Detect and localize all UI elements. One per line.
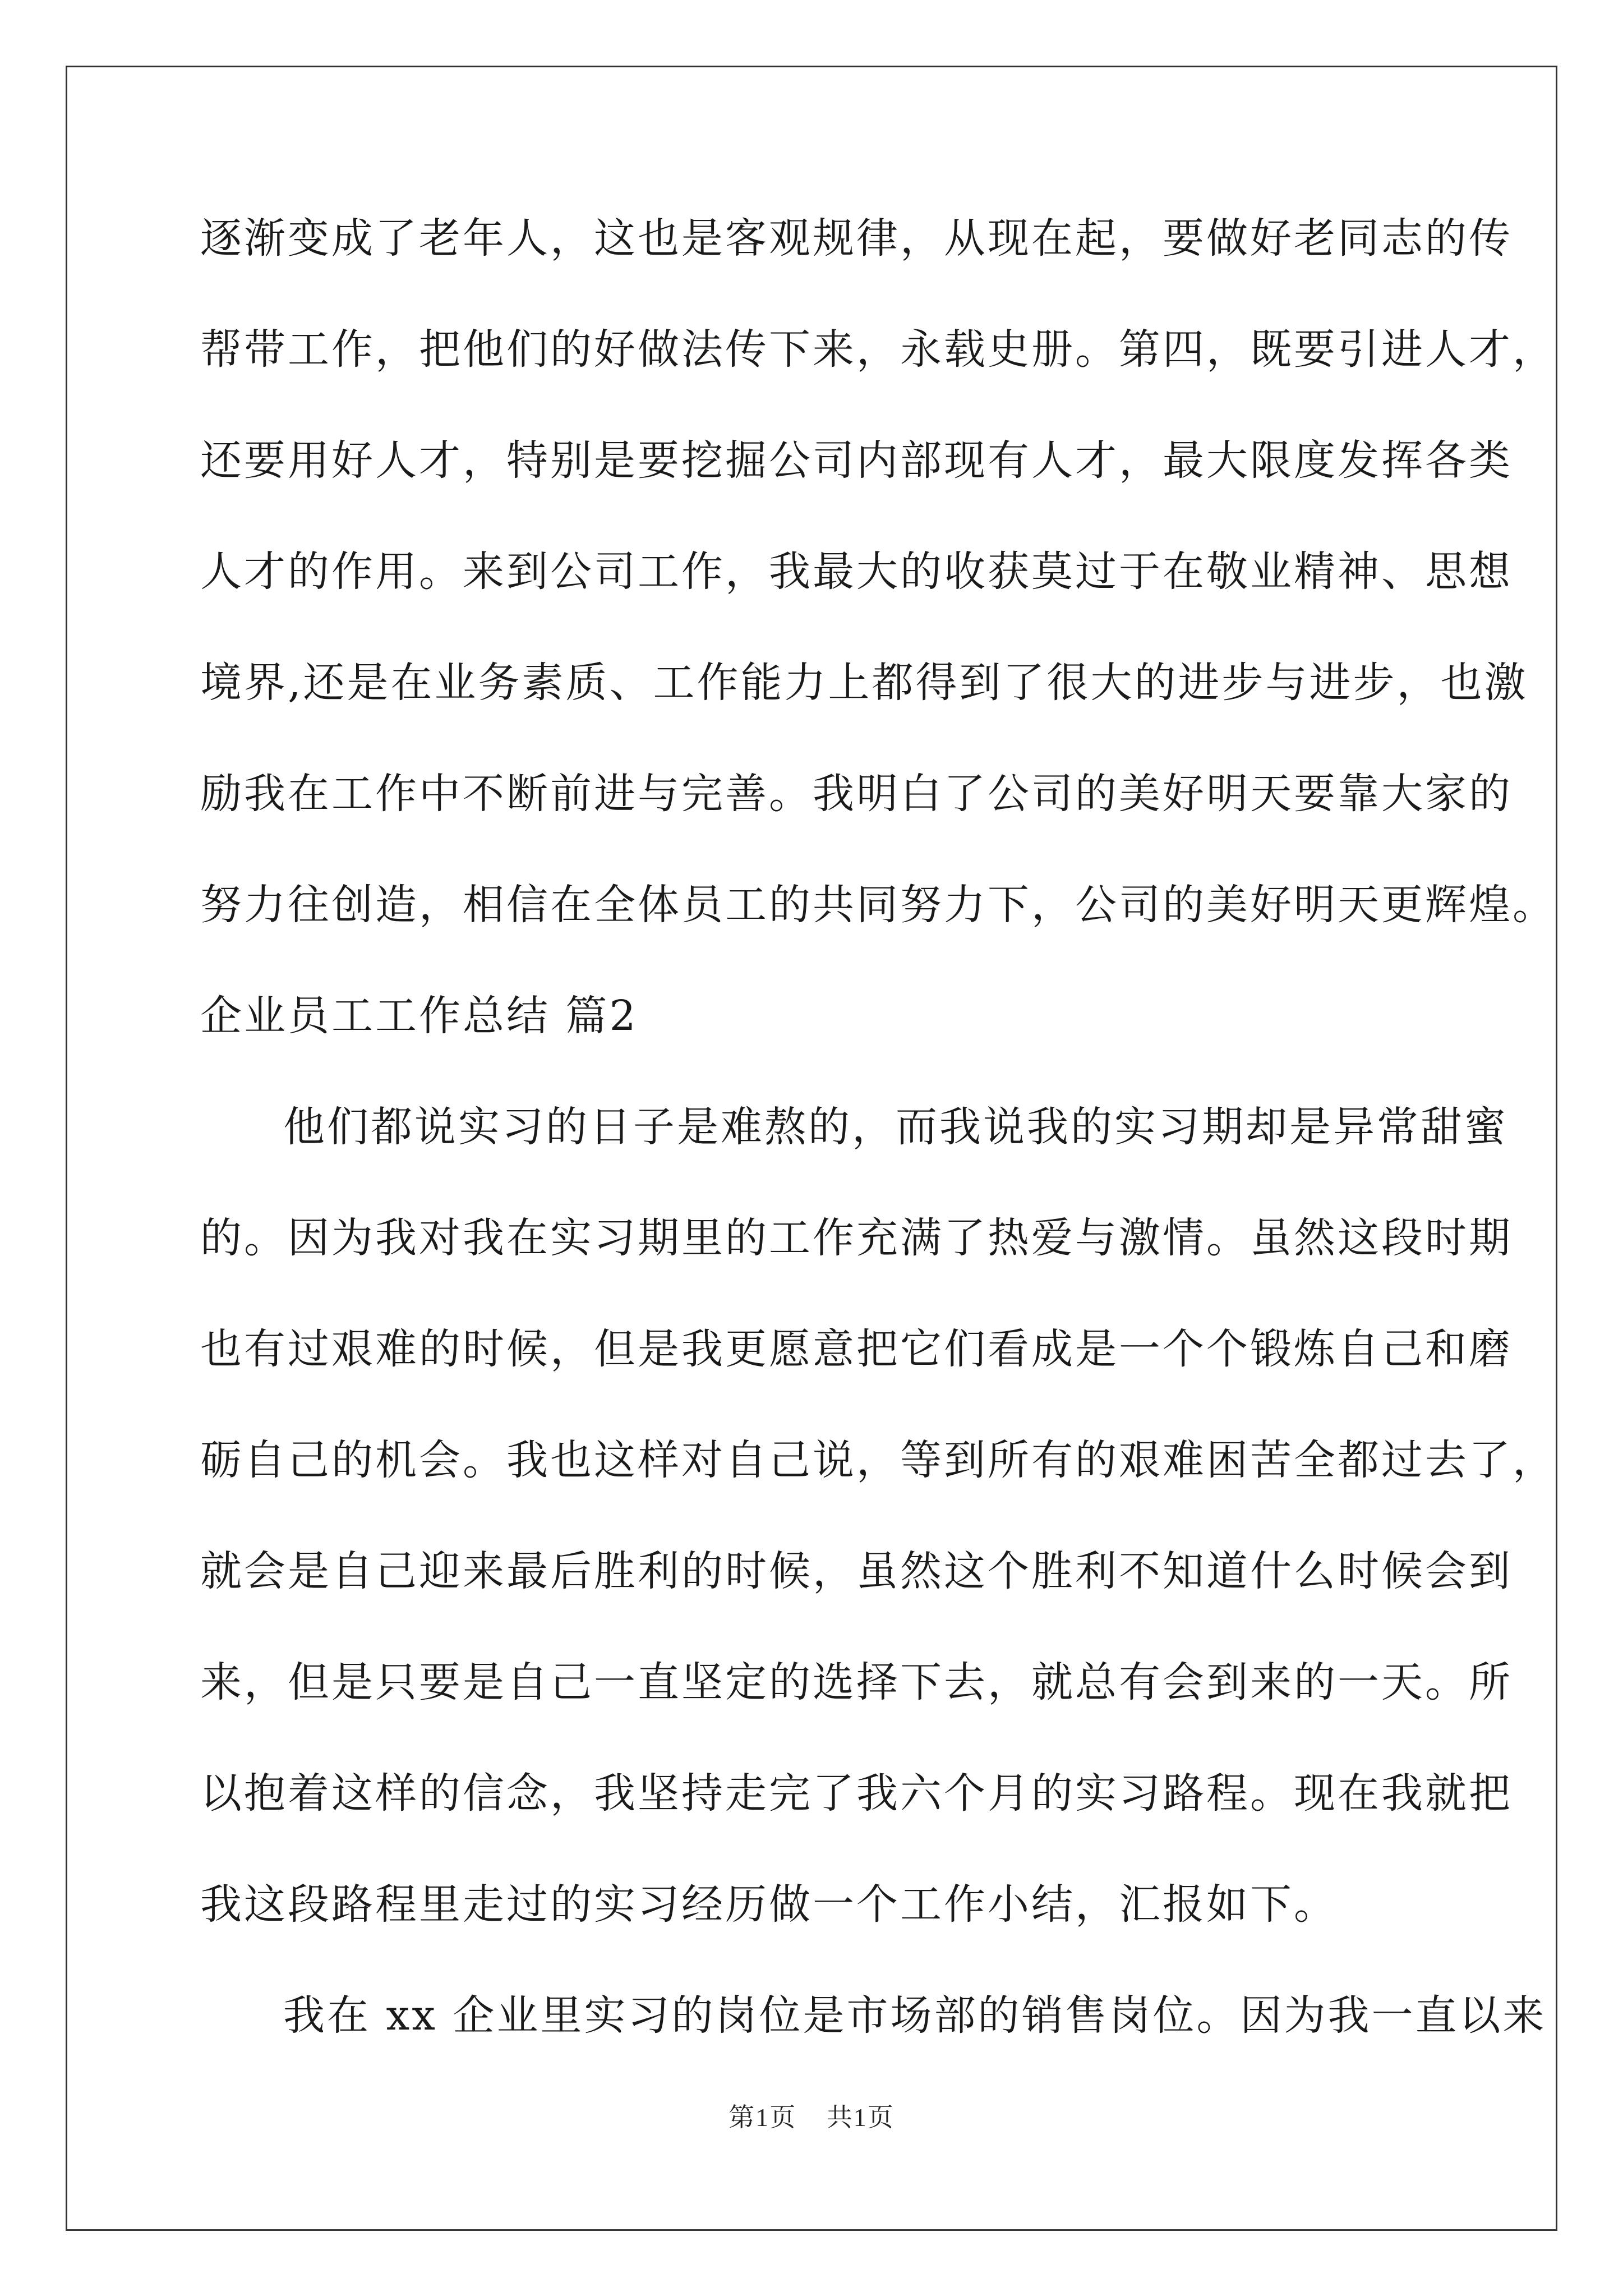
text-line: 努力往创造，相信在全体员工的共同努力下，公司的美好明天更辉煌。 <box>200 881 1556 929</box>
text-line: 砺自己的机会。我也这样对自己说，等到所有的艰难困苦全都过去了， <box>200 1436 1556 1484</box>
text-line: 我在 xx 企业里实习的岗位是市场部的销售岗位。因为我一直以来 <box>283 1991 1547 2040</box>
text-line: 也有过艰难的时候，但是我更愿意把它们看成是一个个锻炼自己和磨 <box>200 1325 1513 1373</box>
text-line: 人才的作用。来到公司工作，我最大的收获莫过于在敬业精神、思想 <box>200 547 1513 596</box>
text-line: 境界,还是在业务素质、工作能力上都得到了很大的进步与进步，也激 <box>200 659 1528 707</box>
text-line: 来，但是只要是自己一直坚定的选择下去，就总有会到来的一天。所 <box>200 1658 1513 1706</box>
text-line: 他们都说实习的日子是难熬的，而我说我的实习期却是异常甜蜜 <box>283 1103 1508 1151</box>
text-line: 逐渐变成了老年人，这也是客观规律，从现在起，要做好老同志的传 <box>200 214 1513 263</box>
text-line: 帮带工作，把他们的好做法传下来，永载史册。第四，既要引进人才， <box>200 325 1556 374</box>
page-number-current: 第1页 <box>728 2103 797 2132</box>
text-line: 还要用好人才，特别是要挖掘公司内部现有人才，最大限度发挥各类 <box>200 436 1513 485</box>
text-line: 以抱着这样的信念，我坚持走完了我六个月的实习路程。现在我就把 <box>200 1769 1513 1818</box>
page-footer <box>0 2097 1623 2134</box>
text-line: 我这段路程里走过的实习经历做一个工作小结，汇报如下。 <box>200 1880 1338 1929</box>
text-line: 就会是自己迎来最后胜利的时候，虽然这个胜利不知道什么时候会到 <box>200 1547 1513 1595</box>
page-number-total: 共1页 <box>826 2103 895 2132</box>
section-heading: 企业员工工作总结 篇2 <box>200 992 638 1040</box>
text-line: 的。因为我对我在实习期里的工作充满了热爱与激情。虽然这段时期 <box>200 1214 1513 1262</box>
text-line: 励我在工作中不断前进与完善。我明白了公司的美好明天要靠大家的 <box>200 770 1513 818</box>
